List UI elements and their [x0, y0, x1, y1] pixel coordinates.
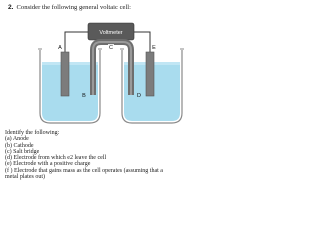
identify-intro: Identify the following:	[5, 130, 60, 136]
list-item: (c) Salt bridge	[5, 148, 40, 155]
list-item: metal plates out)	[5, 174, 45, 181]
question-number: 2.	[8, 4, 14, 11]
left-wire	[65, 32, 88, 52]
list-item: (b) Cathode	[5, 142, 34, 149]
label-b: B	[82, 93, 86, 99]
list-item: (a) Anode	[5, 136, 29, 143]
label-d: D	[137, 93, 141, 99]
list-item: (e) Electrode with a positive charge	[5, 161, 91, 168]
label-e: E	[152, 45, 156, 51]
left-electrode	[61, 52, 69, 96]
right-wire	[134, 32, 150, 52]
page	[0, 0, 200, 180]
voltmeter-label: Voltmeter	[99, 30, 123, 36]
identify-list	[5, 130, 163, 180]
right-electrode	[146, 52, 154, 96]
question-text: Consider the following general voltaic cell:	[16, 4, 131, 11]
label-a: A	[58, 45, 62, 51]
list-item: (d) Electrode from which e2 leave the cell	[5, 155, 107, 162]
list-item: (f ) Electrode that gains mass as the cell operates (assuming that a	[5, 167, 163, 174]
label-c: C	[109, 45, 113, 51]
